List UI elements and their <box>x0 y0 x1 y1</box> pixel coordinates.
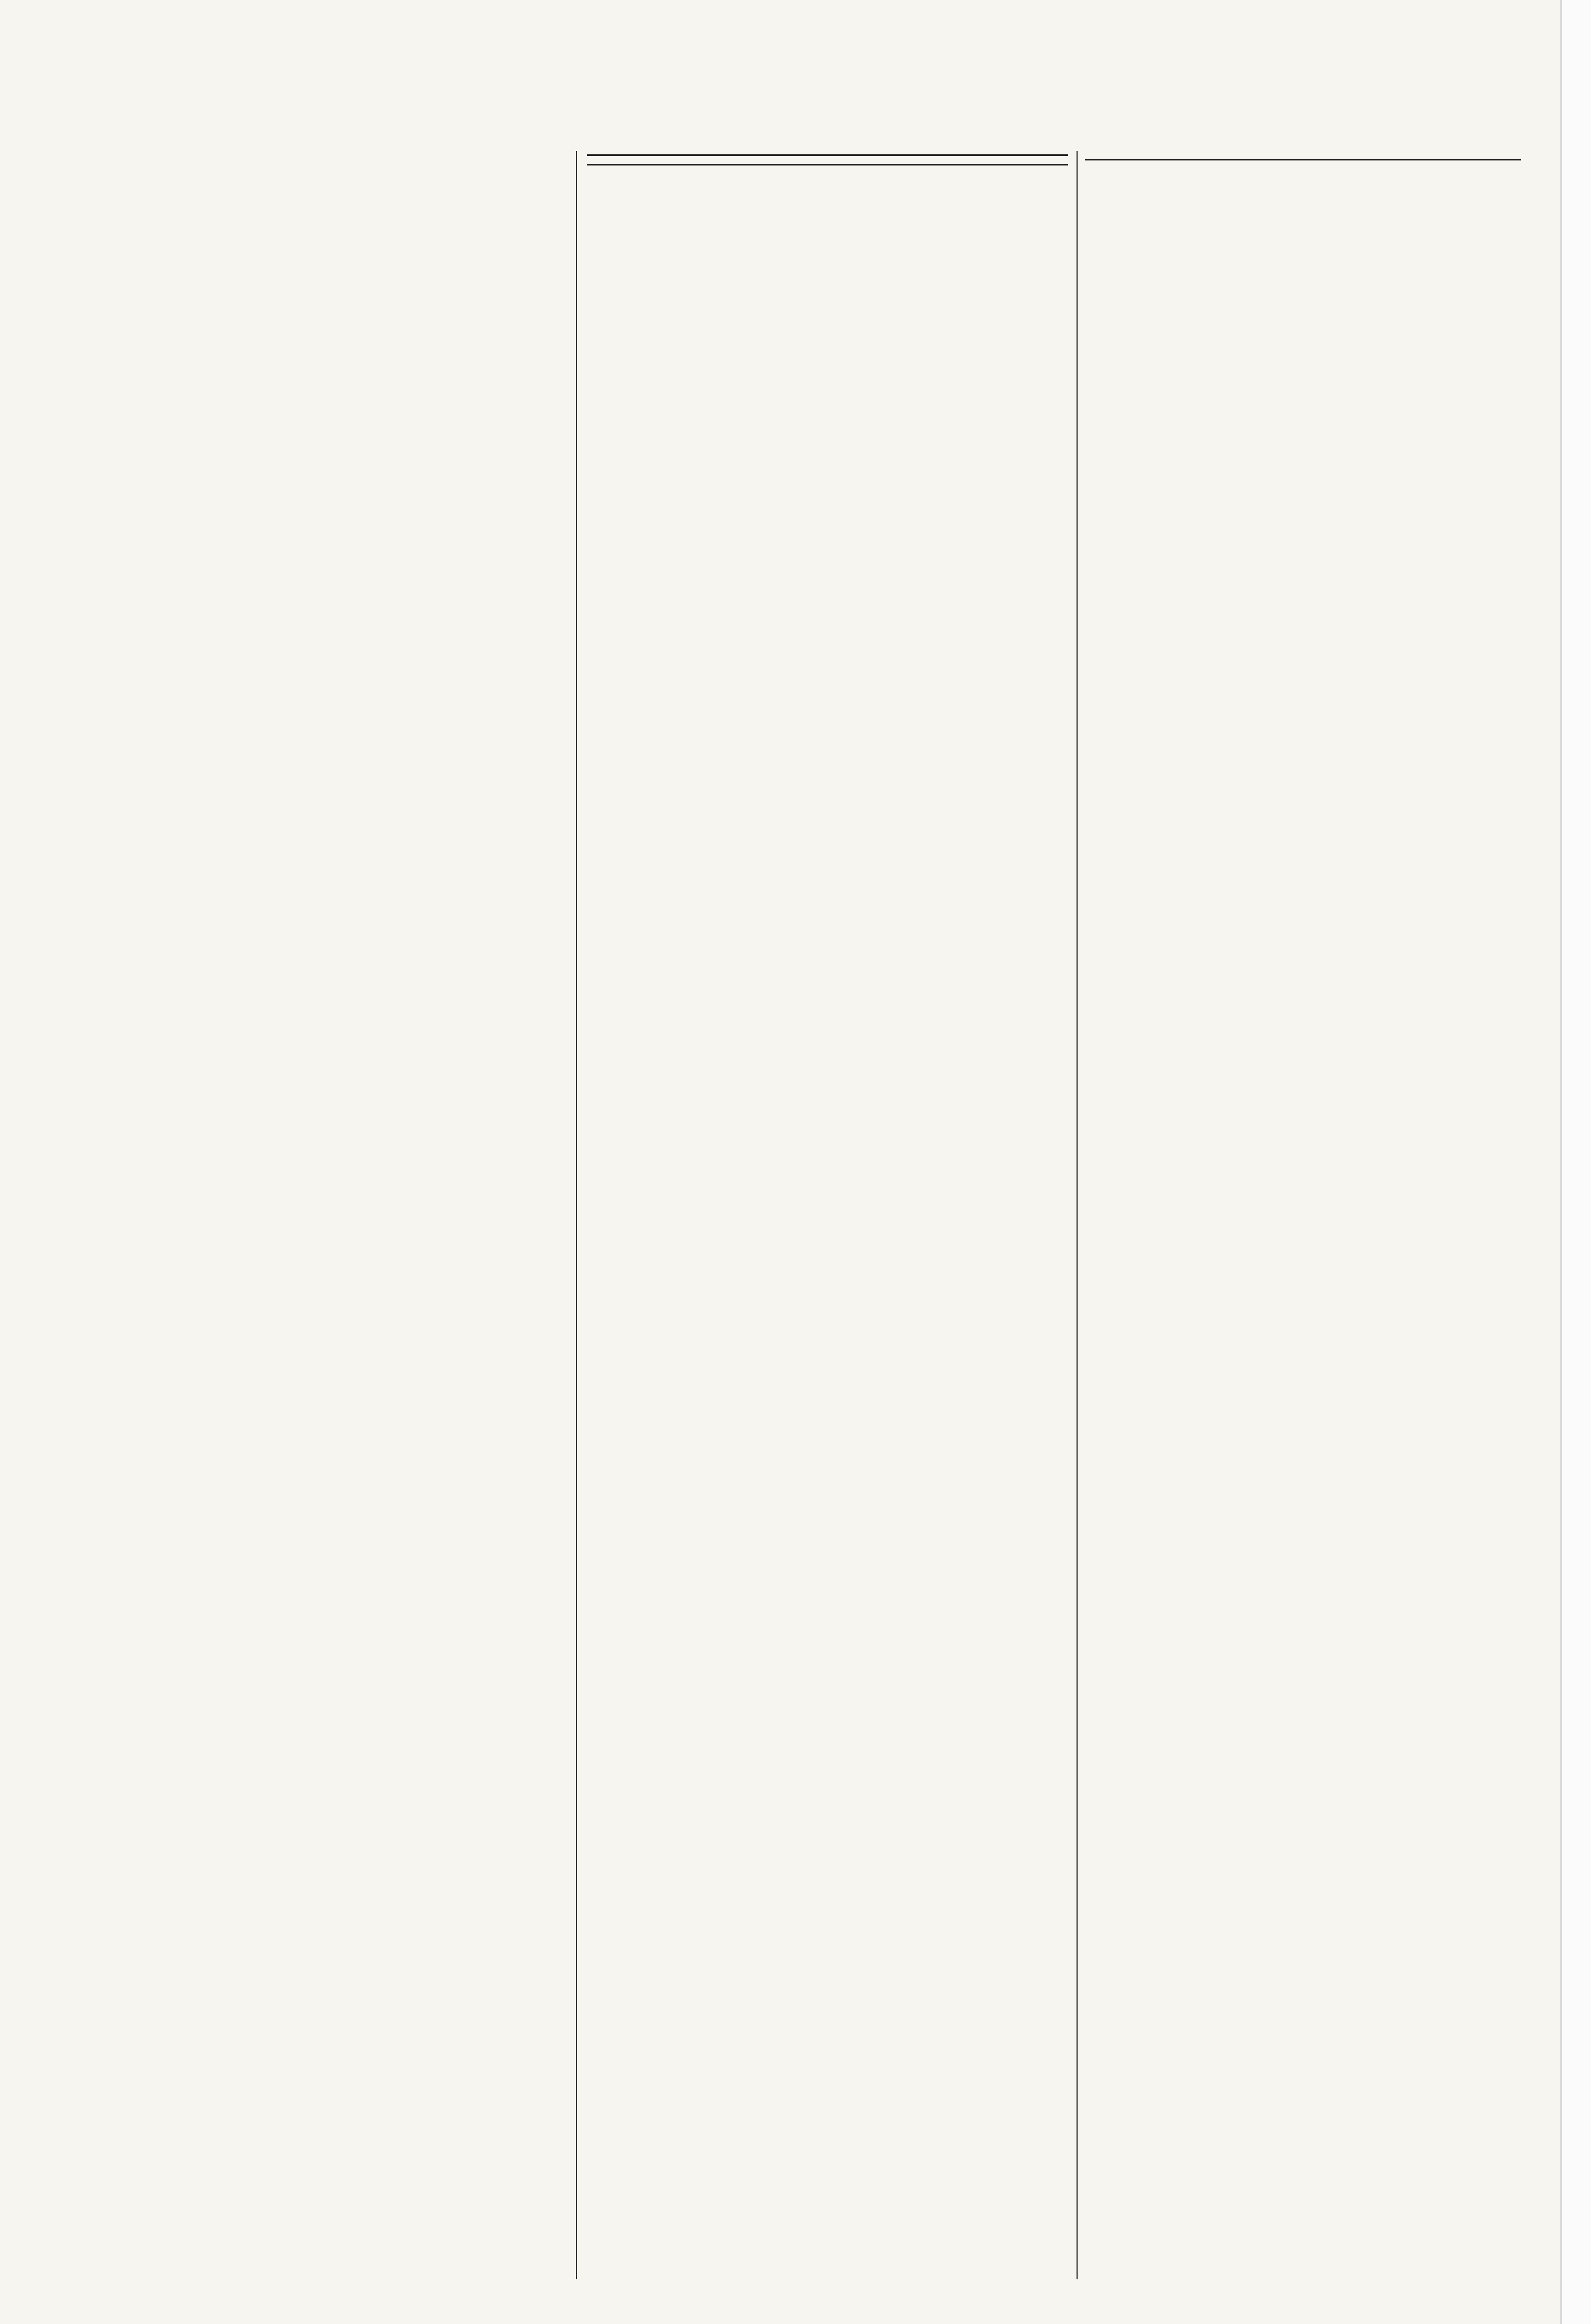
column-three <box>1085 151 1521 2285</box>
column-one <box>129 151 565 2285</box>
column-rule <box>1077 151 1078 2279</box>
page-edge <box>1560 0 1591 2324</box>
column-two <box>587 151 1068 2285</box>
column-rule <box>576 151 577 2279</box>
page-header <box>129 112 1527 145</box>
